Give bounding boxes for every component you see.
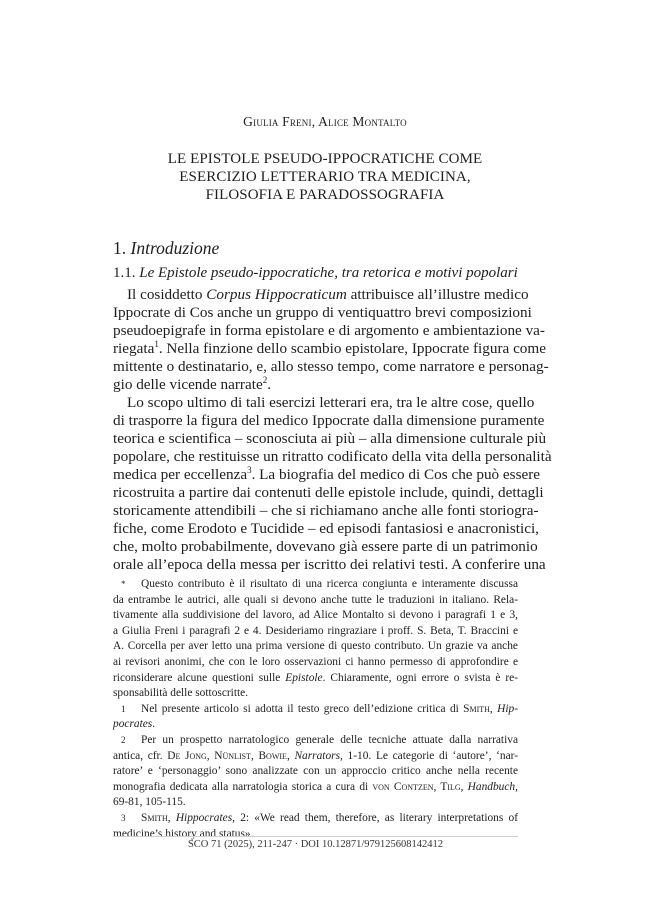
body-line: fiche, come Erodoto e Tucidide – ed episodi fantasiosi e anacronistici, [113,520,539,537]
footnote-ref[interactable]: 1 [154,338,159,349]
footnote-line: 3 Smith, Hippocrates, 2: «We read them, therefore, as literary interpretations of [113,811,518,827]
subsection-number: 1.1. [113,265,136,281]
footnote-line: ratore’ e ‘personaggio’ sono analizzate con un approccio critico anche nella recente [113,765,518,778]
footnote-line: pocrates. [113,718,156,731]
footnote-line: a Giulia Freni i paragrafi 2 e 4. Desideriamo ringraziare i proff. S. Beta, T. Braccini e [113,624,518,637]
body-line: di trasporre la figura del medico Ippocrate dalla dimensione puramente [113,412,545,429]
body-line: Ippocrate di Cos anche un gruppo di ventiquattro brevi composizioni [113,304,532,321]
footnote-line: * Questo contributo è il risultato di una ricerca congiunta e interamente discussa [113,577,518,593]
footnote-line: ai revisori anonimi, che con le loro osservazioni ci hanno permesso di approfondire e [113,655,518,668]
footnote-ref[interactable]: 3 [247,464,252,475]
body-line: popolare, che restituisse un ritratto codificato della vita della personalità [113,448,552,465]
body-line: teorica e scientifica – sconosciuta ai più – alla dimensione culturale più [113,430,547,447]
title-line: LE EPISTOLE PSEUDO-IPPOCRATICHE COME [167,151,483,167]
footnote-line: 2 Per un prospetto narratologico generale delle tecniche attuate dalla narrativa [113,733,518,749]
body-line: pseudoepigrafe in forma epistolare e di argomento e ambientazione va- [113,322,545,339]
section-number: 1. [113,238,127,258]
footnote-line: da entrambe le autrici, alle quali si devono anche tutte le traduzioni in italiano. Rela- [113,593,518,606]
body-text [113,286,552,574]
footnote-line: medicine’s history and status». [113,827,254,840]
body-line: Lo scopo ultimo di tali esercizi letterari era, tra le altre cose, quello [127,394,535,411]
article-title [120,150,530,204]
footnote-line: sponsabilità delle sottoscritte. [113,687,249,700]
body-line: che, molto probabilmente, dovevano già essere parte di un patrimonio [113,538,538,555]
title-line: FILOSOFIA E PARADOSSOGRAFIA [205,187,445,203]
footnote-mark: 2 [121,734,126,745]
footnote-mark: * [121,579,126,589]
footnote-line: A. Corcella per aver letto una prima versione di questo contributo. Un grazie va anche [113,640,518,653]
subsection-heading [113,265,518,282]
footnote-line: tivamente alla suddivisione del lavoro, ad Alice Montalto si devono i paragrafi 1 e 3, [113,609,518,622]
authors-line: Giulia Freni, Alice Montalto [243,114,407,129]
title-line: ESERCIZIO LETTERARIO TRA MEDICINA, [179,169,471,185]
body-line: gio delle vicende narrate$^2$. [113,374,271,393]
body-line: ricostruita a partire dai contenuti delle epistole include, quindi, dettagli [113,484,544,501]
section-title: Introduzione [130,238,220,258]
body-line: orale all’epoca della messa per iscritto dei relativi testi. A conferire una [113,556,546,573]
footnote-line: monografia dedicata alla narratologia storica a cura di von Contzen, Tilg, Handbuch, [113,780,518,793]
body-line: storicamente attendibili – che si richiamano anche alle fonti storiogra- [113,502,539,519]
body-line: mittente o destinatario, e, allo stesso tempo, come narratore e personag- [113,358,549,375]
footnote-line: riconsiderare alcune questioni sulle Epistole. Chiaramente, ogni errore o svista è re- [113,671,518,684]
footnotes [113,577,518,842]
footnote-mark: 3 [121,812,126,823]
section-heading [113,238,219,259]
body-line: Il cosiddetto Corpus Hippocraticum attribuisce all’illustre medico [127,286,529,303]
body-line: medica per eccellenza$^3$. La biografia del medico di Cos che può essere [113,464,541,483]
footnote-line: 1 Nel presente articolo si adotta il testo greco dell’edizione critica di Smith, Hip- [113,702,518,718]
footnote-ref[interactable]: 2 [262,374,268,385]
footnote-line: antica, cfr. De Jong, Nünlist, Bowie, Narrators, 1-10. Le categorie di ‘autore’, ‘nar- [113,749,518,762]
subsection-title: Le Epistole pseudo-ippocratiche, tra retorica e motivi popolari [139,265,518,281]
footnote-line: 69-81, 105-115. [113,796,186,809]
footer-citation: SCO 71 (2025), 211-247 · DOI 10.12871/979125608142412 [187,839,444,850]
footnote-mark: 1 [121,703,126,714]
footer-divider [113,836,518,837]
body-line: riegata$^1$. Nella finzione dello scambio epistolare, Ippocrate figura come [113,338,546,357]
